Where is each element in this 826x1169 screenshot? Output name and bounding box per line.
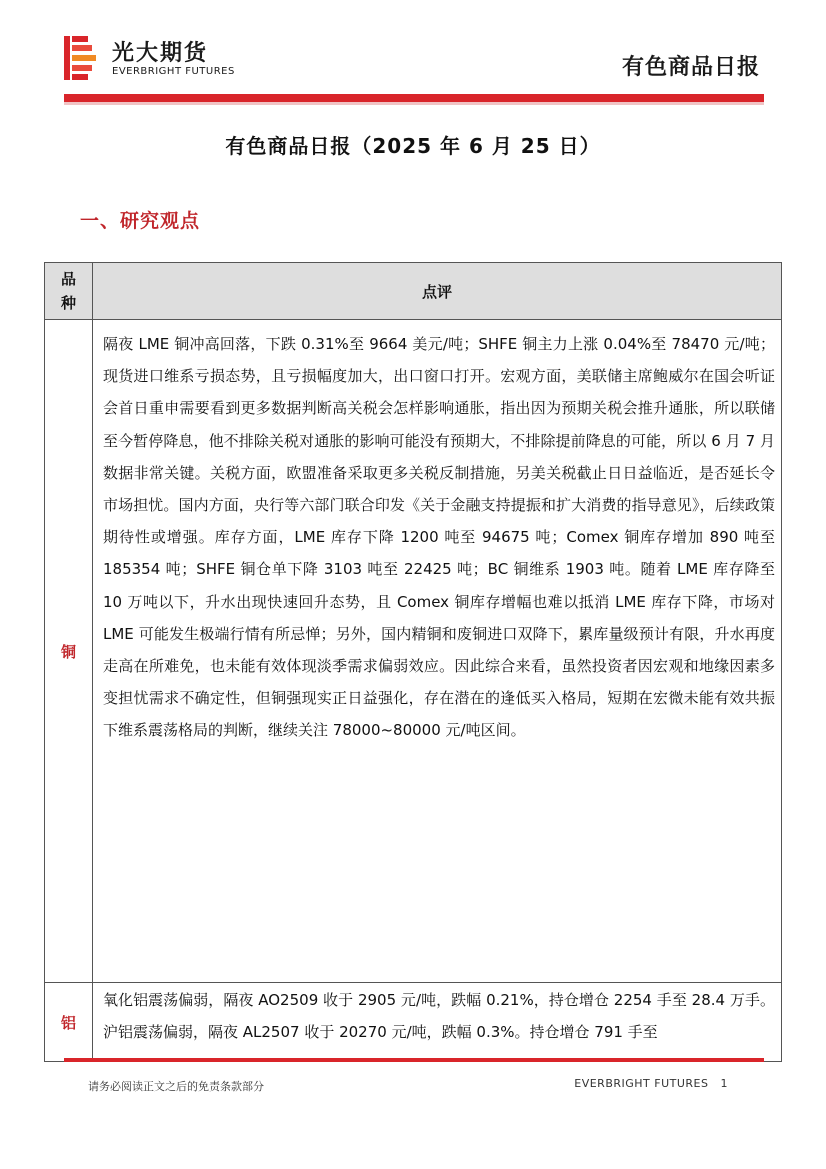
header-comment: 点评 [93, 263, 782, 320]
logo-text-en: EVERBRIGHT FUTURES [112, 66, 235, 77]
report-type: 有色商品日报 [621, 55, 760, 80]
variety-copper: 铜 [45, 320, 93, 983]
page-header [0, 0, 826, 100]
footer-brand: EVERBRIGHT FUTURES [574, 1077, 709, 1090]
research-table [44, 262, 782, 1062]
comment-copper: 隔夜 LME 铜冲高回落，下跌 0.31%至 9664 美元/吨；SHFE 铜主力上涨 0.04%至 78470 元/吨；现货进口维系亏损态势，且亏损幅度加大，出口窗口打开。宏观方面，美联储主席鲍威尔在国会听证会首日重申需要看到更多数据判断高关税会怎样影响通胀，指出因为预期关税会推升通胀，所以联储至今暂停降息，他不排除关税对通胀的影响可能没有预期大，不排除提前降息的可能，所以 6 月 7 月数据非常关键。关税方面，欧盟准备采取更多关税反制措施，另美关税截止日日益临近，是否延长令市场担忧。国内方面，央行等六部门联合印发《关于金融支持提振和扩大消费的指导意见》，后续政策期待性或增强。库存方面，LME 库存下降 1200 吨至 94675 吨；Comex 铜库存增加 890 吨至 185354 吨；SHFE 铜仓单下降 3103 吨至 22425 吨；BC 铜维系 1903 吨。随着 LME 库存降至 10 万吨以下，升水出现快速回升态势，且 Comex 铜库存增幅也难以抵消 LME 库存下降，市场对 LME 可能发生极端行情有所忌惮；另外，国内精铜和废铜进口双降下，累库量级预计有限，升水再度走高在所难免，也未能有效体现淡季需求偏弱效应。因此综合来看，虽然投资者因宏观和地缘因素多变担忧需求不确定性，但铜强现实正日益强化，存在潜在的逢低买入格局，短期在宏微未能有效共振下维系震荡格局的判断，继续关注 78000~80000 元/吨区间。 [93, 320, 782, 983]
section-heading: 一、研究观点 [80, 210, 201, 232]
document-title: 有色商品日报（2025 年 6 月 25 日） [225, 134, 601, 158]
header-variety-label: 品种 [60, 270, 76, 312]
header-variety [45, 263, 93, 320]
header-divider [64, 94, 764, 102]
table-header-row [45, 263, 782, 320]
table-row [45, 983, 782, 1062]
comment-aluminum: 氧化铝震荡偏弱，隔夜 AO2509 收于 2905 元/吨，跌幅 0.21%，持仓增仓 2254 手至 28.4 万手。沪铝震荡偏弱，隔夜 AL2507 收于 20270 元/吨，跌幅 0.3%。持仓增仓 791 手至 [93, 983, 782, 1062]
table-row [45, 320, 782, 983]
footer-brand-page [574, 1077, 728, 1090]
header-divider-shadow [64, 102, 764, 105]
variety-aluminum: 铝 [45, 983, 93, 1062]
footer-disclaimer: 请务必阅读正文之后的免责条款部分 [88, 1080, 264, 1093]
everbright-logo-icon [64, 36, 98, 80]
footer-divider [64, 1058, 764, 1062]
page-number: 1 [720, 1077, 728, 1090]
logo-text-cn: 光大期货 [112, 41, 209, 66]
